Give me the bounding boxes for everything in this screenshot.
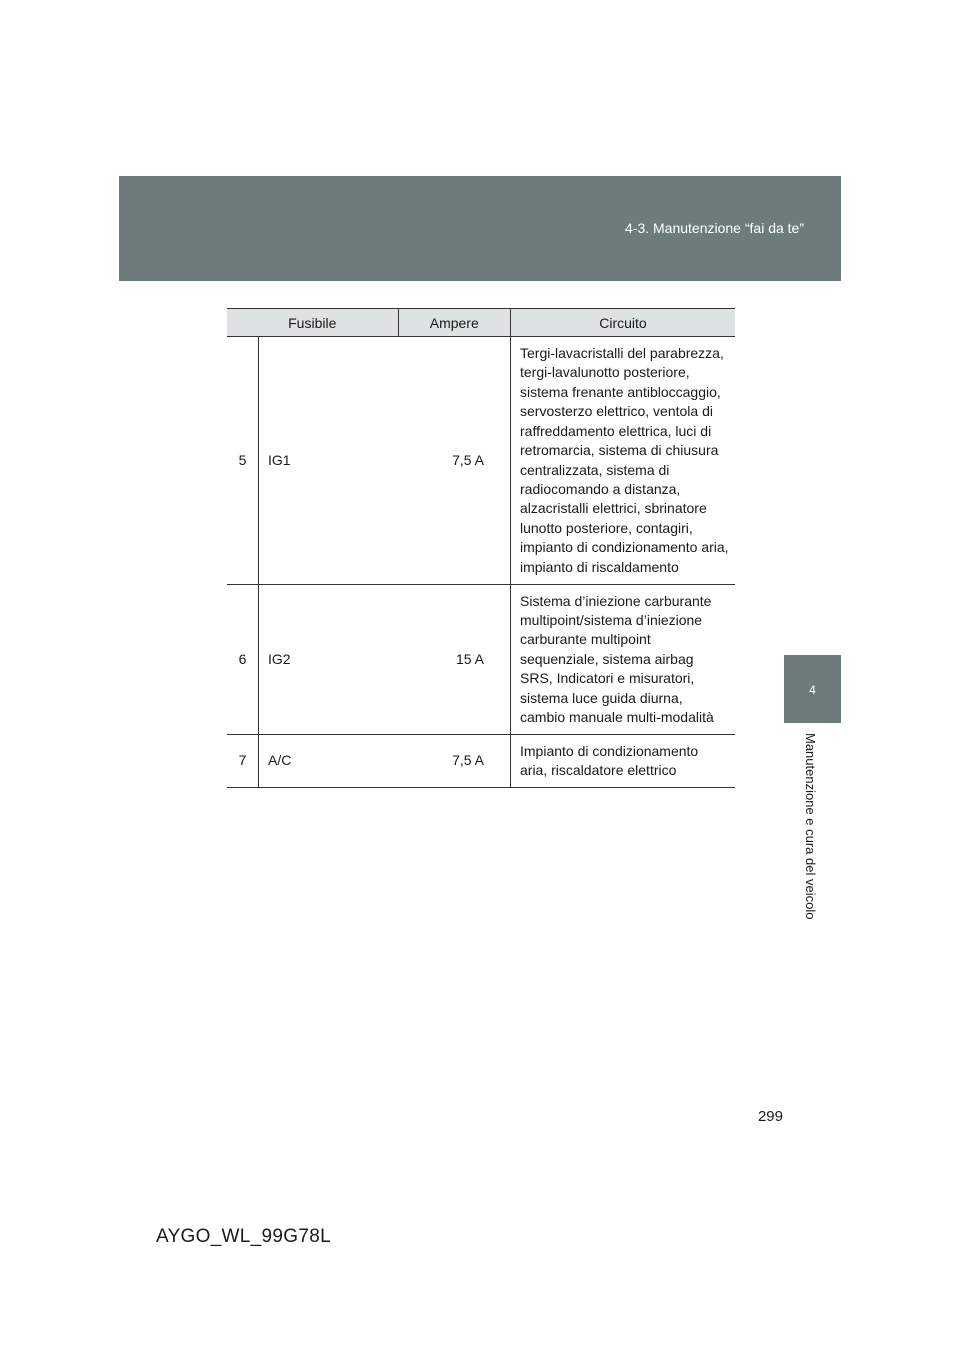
- header-band: [119, 176, 841, 281]
- footer-code: AYGO_WL_99G78L: [156, 1226, 331, 1247]
- header-fuse: Fusibile: [227, 309, 398, 337]
- fuse-circuit: Sistema d’iniezione carburante multipoint/sistema d’iniezione carburante multipoint sequenziale, sistema airbag SRS, Indicatori e misuratori, sistema luce guida diurna, cambio manuale multi-modalità: [511, 585, 736, 735]
- header-circuit: Circuito: [511, 309, 736, 337]
- fuse-number: 6: [227, 585, 259, 735]
- table-row: [227, 337, 735, 585]
- page-number: 299: [757, 1108, 783, 1125]
- fuse-name: A/C: [259, 735, 399, 788]
- section-title: 4-3. Manutenzione “fai da te”: [625, 220, 804, 236]
- chapter-label: Manutenzione e cura del veicolo: [803, 733, 818, 920]
- chapter-number: 4: [809, 683, 816, 697]
- table-row: [227, 585, 735, 735]
- fuse-circuit: Tergi-lavacristalli del parabrezza, tergi-lavalunotto posteriore, sistema frenante antibloccaggio, servosterzo elettrico, ventola di raffreddamento elettrica, luci di retromarcia, sistema di chiusura centralizzata, sistema di radiocomando a distanza, alzacristalli elettrici, sbrinatore lunotto posteriore, contagiri, impianto di condizionamento aria, impianto di riscaldamento: [511, 337, 736, 585]
- fuse-name: IG2: [259, 585, 399, 735]
- fuse-number: 5: [227, 337, 259, 585]
- fuse-name: IG1: [259, 337, 399, 585]
- fuse-ampere: 7,5 A: [398, 337, 511, 585]
- fuse-ampere: 15 A: [398, 585, 511, 735]
- fuse-ampere: 7,5 A: [398, 735, 511, 788]
- table-header-row: [227, 309, 735, 337]
- fuse-number: 7: [227, 735, 259, 788]
- fuse-circuit: Impianto di condizionamento aria, riscaldatore elettrico: [511, 735, 736, 788]
- fuse-table: [227, 308, 735, 788]
- chapter-tab: [784, 655, 841, 723]
- table-row: [227, 735, 735, 788]
- header-ampere: Ampere: [398, 309, 511, 337]
